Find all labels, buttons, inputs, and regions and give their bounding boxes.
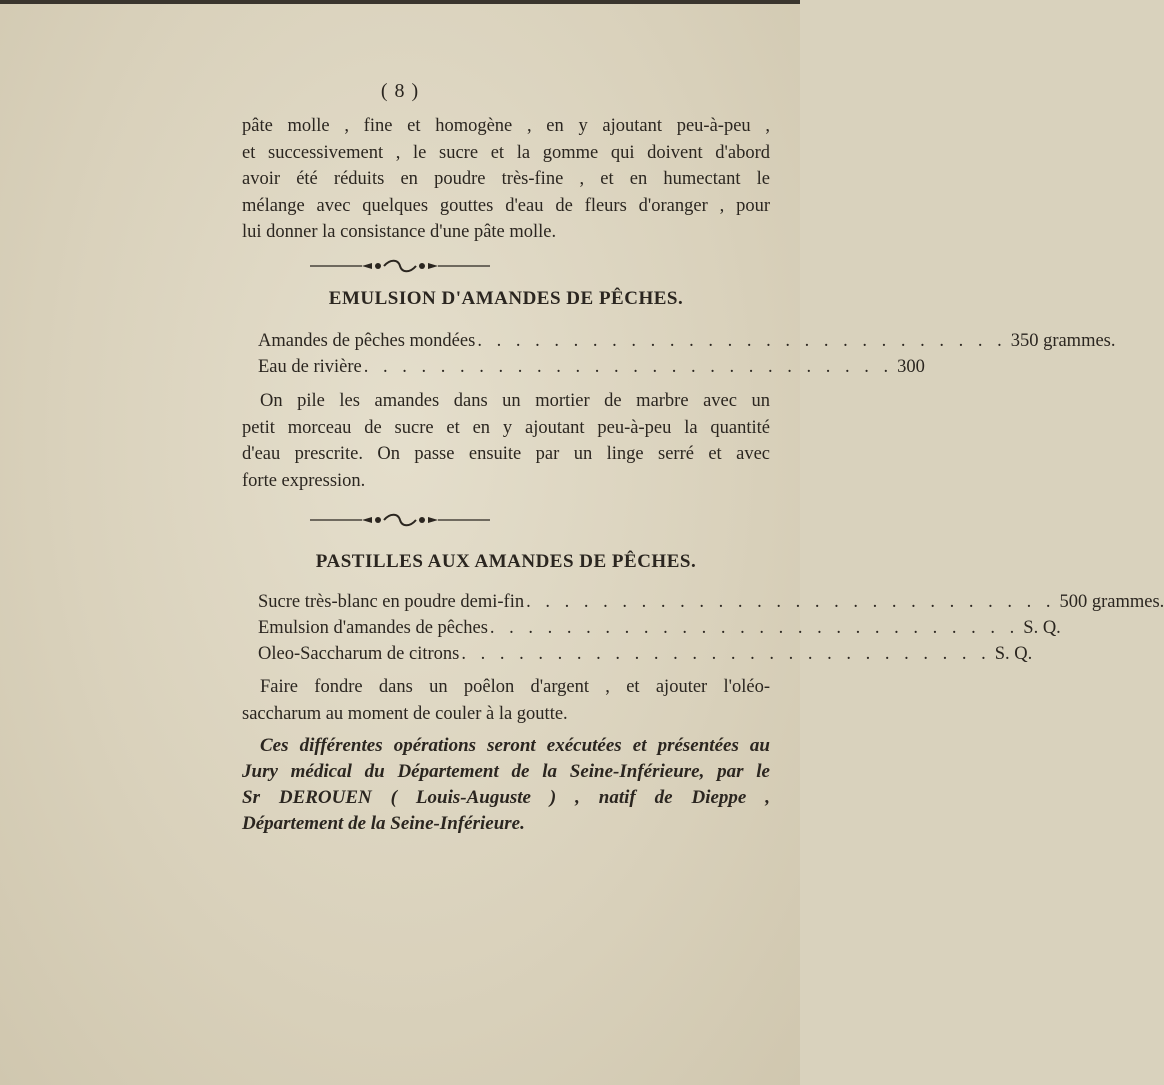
leader-dots: . . . . . . . . . . . . . . . . . . . . . . . . . . . . (461, 644, 991, 664)
page-edge-line (0, 0, 800, 4)
ingredient-name: Sucre très-blanc en poudre demi-fin (258, 592, 525, 612)
text-line: Département de la Seine-Inférieure. (242, 813, 525, 834)
text-line: et successivement , le sucre et la gomme qui doivent d'abord (242, 142, 770, 163)
ingredient-quantity: S. Q. (1023, 618, 1061, 638)
instructions-pastilles (242, 674, 770, 727)
ingredient-row (258, 615, 1061, 641)
leader-dots: . . . . . . . . . . . . . . . . . . . . . . . . . . . . (363, 357, 894, 377)
closing-note (242, 733, 770, 837)
instructions-emulsion (242, 388, 770, 494)
ingredient-list-pastilles (258, 589, 1164, 667)
leader-dots: . . . . . . . . . . . . . . . . . . . . . . . . . . . . (526, 592, 1056, 612)
text-line: avoir été réduits en poudre très-fine , et en humectant le (242, 169, 770, 189)
text-line: pâte molle , fine et homogène , en y ajoutant peu-à-peu , (242, 116, 770, 136)
text-line: petit morceau de sucre et en y ajoutant peu-à-peu la quantité (242, 417, 770, 438)
ingredient-row (258, 589, 1164, 615)
text-line: Jury médical du Département de la Seine-Inférieure, par le (242, 761, 770, 782)
ingredient-quantity: S. Q. (994, 644, 1033, 664)
ingredient-name: Eau de rivière (258, 357, 362, 377)
ingredient-name: Oleo-Saccharum de citrons (258, 644, 460, 664)
ingredient-row (258, 354, 925, 380)
text-line: lui donner la consistance d'une pâte molle. (242, 222, 557, 242)
text-line: saccharum au moment de couler à la goutte. (242, 703, 568, 724)
text-line: Sr DEROUEN ( Louis-Auguste ) , natif de Dieppe , (242, 787, 770, 808)
ingredient-quantity: 350 grammes. (1010, 331, 1116, 351)
text-line: forte expression. (242, 470, 366, 491)
ingredient-row (258, 641, 1033, 667)
leader-dots: . . . . . . . . . . . . . . . . . . . . . . . . . . . . (477, 331, 1007, 351)
text-line: d'eau prescrite. On passe ensuite par un linge serré et avec (242, 444, 770, 464)
ornament-divider-icon (310, 259, 490, 273)
text-line: Ces différentes opérations seront exécutées et présentées au (260, 735, 770, 756)
ingredient-name: Amandes de pêches mondées (258, 331, 476, 351)
text-line: mélange avec quelques gouttes d'eau de fleurs d'oranger , pour (242, 195, 770, 216)
ornament-divider (0, 513, 800, 527)
ornament-divider-icon (310, 513, 490, 527)
section-title-emulsion: EMULSION D'AMANDES DE PÊCHES. (328, 288, 684, 309)
opening-paragraph (242, 113, 770, 246)
ingredient-quantity: 500 grammes. (1059, 592, 1164, 612)
text-line: On pile les amandes dans un mortier de marbre avec un (260, 391, 770, 411)
ingredient-row (258, 328, 1116, 354)
leader-dots: . . . . . . . . . . . . . . . . . . . . . . . . . . . . (489, 618, 1020, 638)
section-title-pastilles: PASTILLES AUX AMANDES DE PÊCHES. (315, 551, 697, 572)
ornament-divider (0, 259, 800, 273)
ingredient-quantity: 300 (897, 357, 925, 377)
ingredient-name: Emulsion d'amandes de pêches (258, 618, 488, 638)
page-number: ( 8 ) (380, 80, 420, 102)
text-line: Faire fondre dans un poêlon d'argent , et ajouter l'oléo- (260, 677, 770, 697)
ingredient-list-emulsion (258, 328, 1116, 380)
